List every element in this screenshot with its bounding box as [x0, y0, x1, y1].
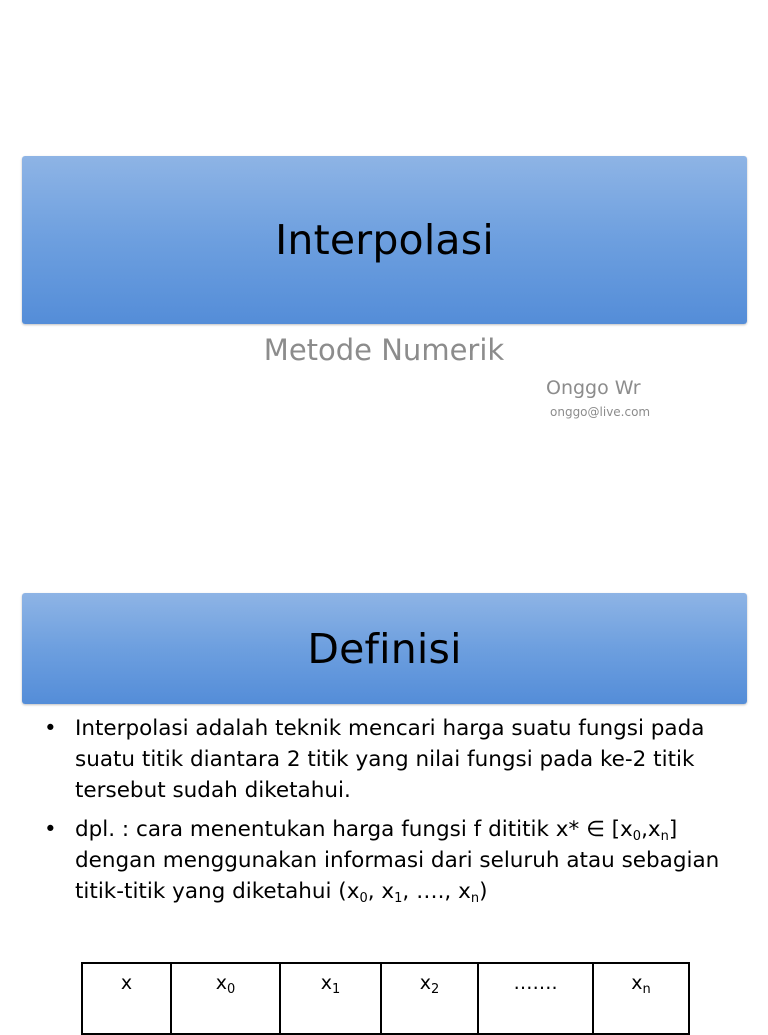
title-banner — [22, 156, 747, 324]
table-header-cell: x — [82, 963, 171, 1034]
values-table — [81, 962, 690, 1035]
table-row — [82, 963, 689, 1034]
slide-title: Interpolasi — [275, 216, 494, 264]
table-header-cell: ……. — [478, 963, 593, 1034]
definition-banner — [22, 593, 747, 704]
table-header-cell: $x_0$ — [171, 963, 280, 1034]
definition-title: Definisi — [307, 624, 462, 673]
bullet-icon: • — [44, 817, 57, 842]
bullet-item — [44, 713, 734, 806]
author-name: Onggo Wr — [546, 377, 641, 399]
bullet-text: dpl. : cara menentukan harga fungsi f dititik x* ∈ $[x_0,x_n]$ dengan menggunakan informasi dari seluruh atau sebagian titik-titik yang diketahui ($x_0$, $x_1$, …., $x_n$) — [75, 817, 720, 906]
author-email: onggo@live.com — [550, 405, 651, 419]
bullet-list — [44, 713, 734, 915]
definition-slide — [0, 540, 768, 1024]
slide-subtitle: Metode Numerik — [263, 333, 505, 367]
bullet-text: Interpolasi adalah teknik mencari harga suatu fungsi pada suatu titik diantara 2 titik yang nilai fungsi pada ke-2 titik tersebut sudah diketahui. — [75, 716, 705, 803]
table-header-cell: $x_n$ — [593, 963, 689, 1034]
table-header-cell: $x_2$ — [381, 963, 478, 1034]
bullet-item — [44, 814, 734, 907]
table-header-cell: $x_1$ — [280, 963, 381, 1034]
bullet-icon: • — [44, 716, 57, 741]
